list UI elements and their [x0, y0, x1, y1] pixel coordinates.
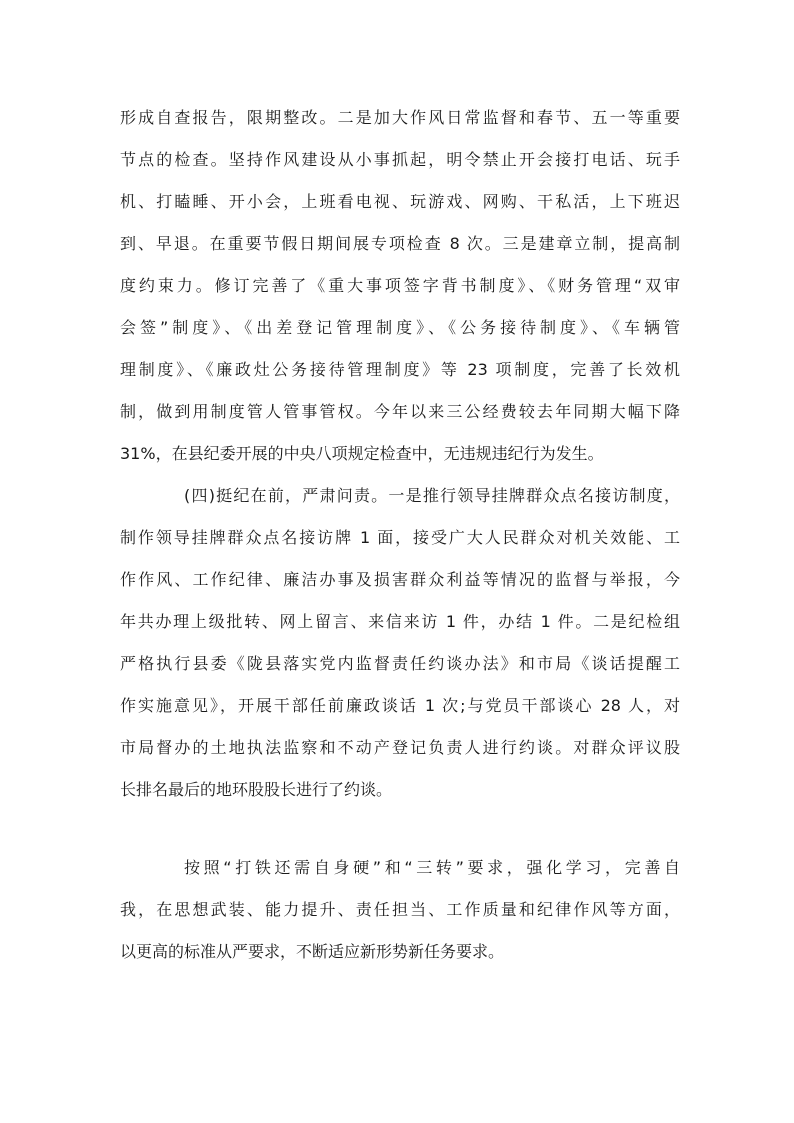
- text-line: 理制度》、《廉政灶公务接待管理制度》等 23 项制度，完善了长效机: [120, 360, 680, 379]
- text-line: 按照“打铁还需自身硬”和“三转”要求，强化学习，完善自: [184, 858, 680, 877]
- text-line: 31%，在县纪委开展的中央八项规定检查中，无违规违纪行为发生。: [120, 444, 604, 463]
- text-line: 作实施意见》，开展干部任前廉政谈话 1 次;与党员干部谈心 28 人，对: [120, 696, 680, 715]
- text-line: 制作领导挂牌群众点名接访牌 1 面，接受广大人民群众对机关效能、工: [120, 528, 680, 547]
- text-line: 机、打瞌睡、开小会，上班看电视、玩游戏、网购、干私活，上下班迟: [120, 192, 680, 211]
- text-line: 年共办理上级批转、网上留言、来信来访 1 件，办结 1 件。二是纪检组: [120, 612, 680, 631]
- text-line: 节点的检查。坚持作风建设从小事抓起，明令禁止开会接打电话、玩手: [120, 150, 680, 169]
- text-line: 我，在思想武装、能力提升、责任担当、工作质量和纪律作风等方面，: [120, 900, 680, 919]
- text-line: 作作风、工作纪律、廉洁办事及损害群众利益等情况的监督与举报，今: [120, 570, 680, 589]
- text-line: 形成自查报告，限期整改。二是加大作风日常监督和春节、五一等重要: [120, 108, 680, 127]
- text-line: 以更高的标准从严要求，不断适应新形势新任务要求。: [120, 942, 505, 961]
- text-line: 会签”制度》、《出差登记管理制度》、《公务接待制度》、《车辆管: [120, 318, 680, 337]
- text-line: 长排名最后的地环股股长进行了约谈。: [120, 780, 393, 799]
- text-line: 制，做到用制度管人管事管权。今年以来三公经费较去年同期大幅下降: [120, 402, 680, 421]
- text-line: 市局督办的土地执法监察和不动产登记负责人进行约谈。对群众评议股: [120, 738, 680, 757]
- text-line: 严格执行县委《陇县落实党内监督责任约谈办法》和市局《谈话提醒工: [120, 654, 680, 673]
- paragraph-inspection-and-rules: [120, 97, 680, 475]
- paragraph-conclusion: [120, 847, 680, 973]
- text-line: 度约束力。修订完善了《重大事项签字背书制度》、《财务管理“双审: [120, 276, 680, 295]
- text-line: (四)挺纪在前，严肃问责。一是推行领导挂牌群众点名接访制度，: [184, 486, 680, 505]
- text-line: 到、早退。在重要节假日期间展专项检查 8 次。三是建章立制，提高制: [120, 234, 680, 253]
- paragraph-accountability: [120, 475, 680, 811]
